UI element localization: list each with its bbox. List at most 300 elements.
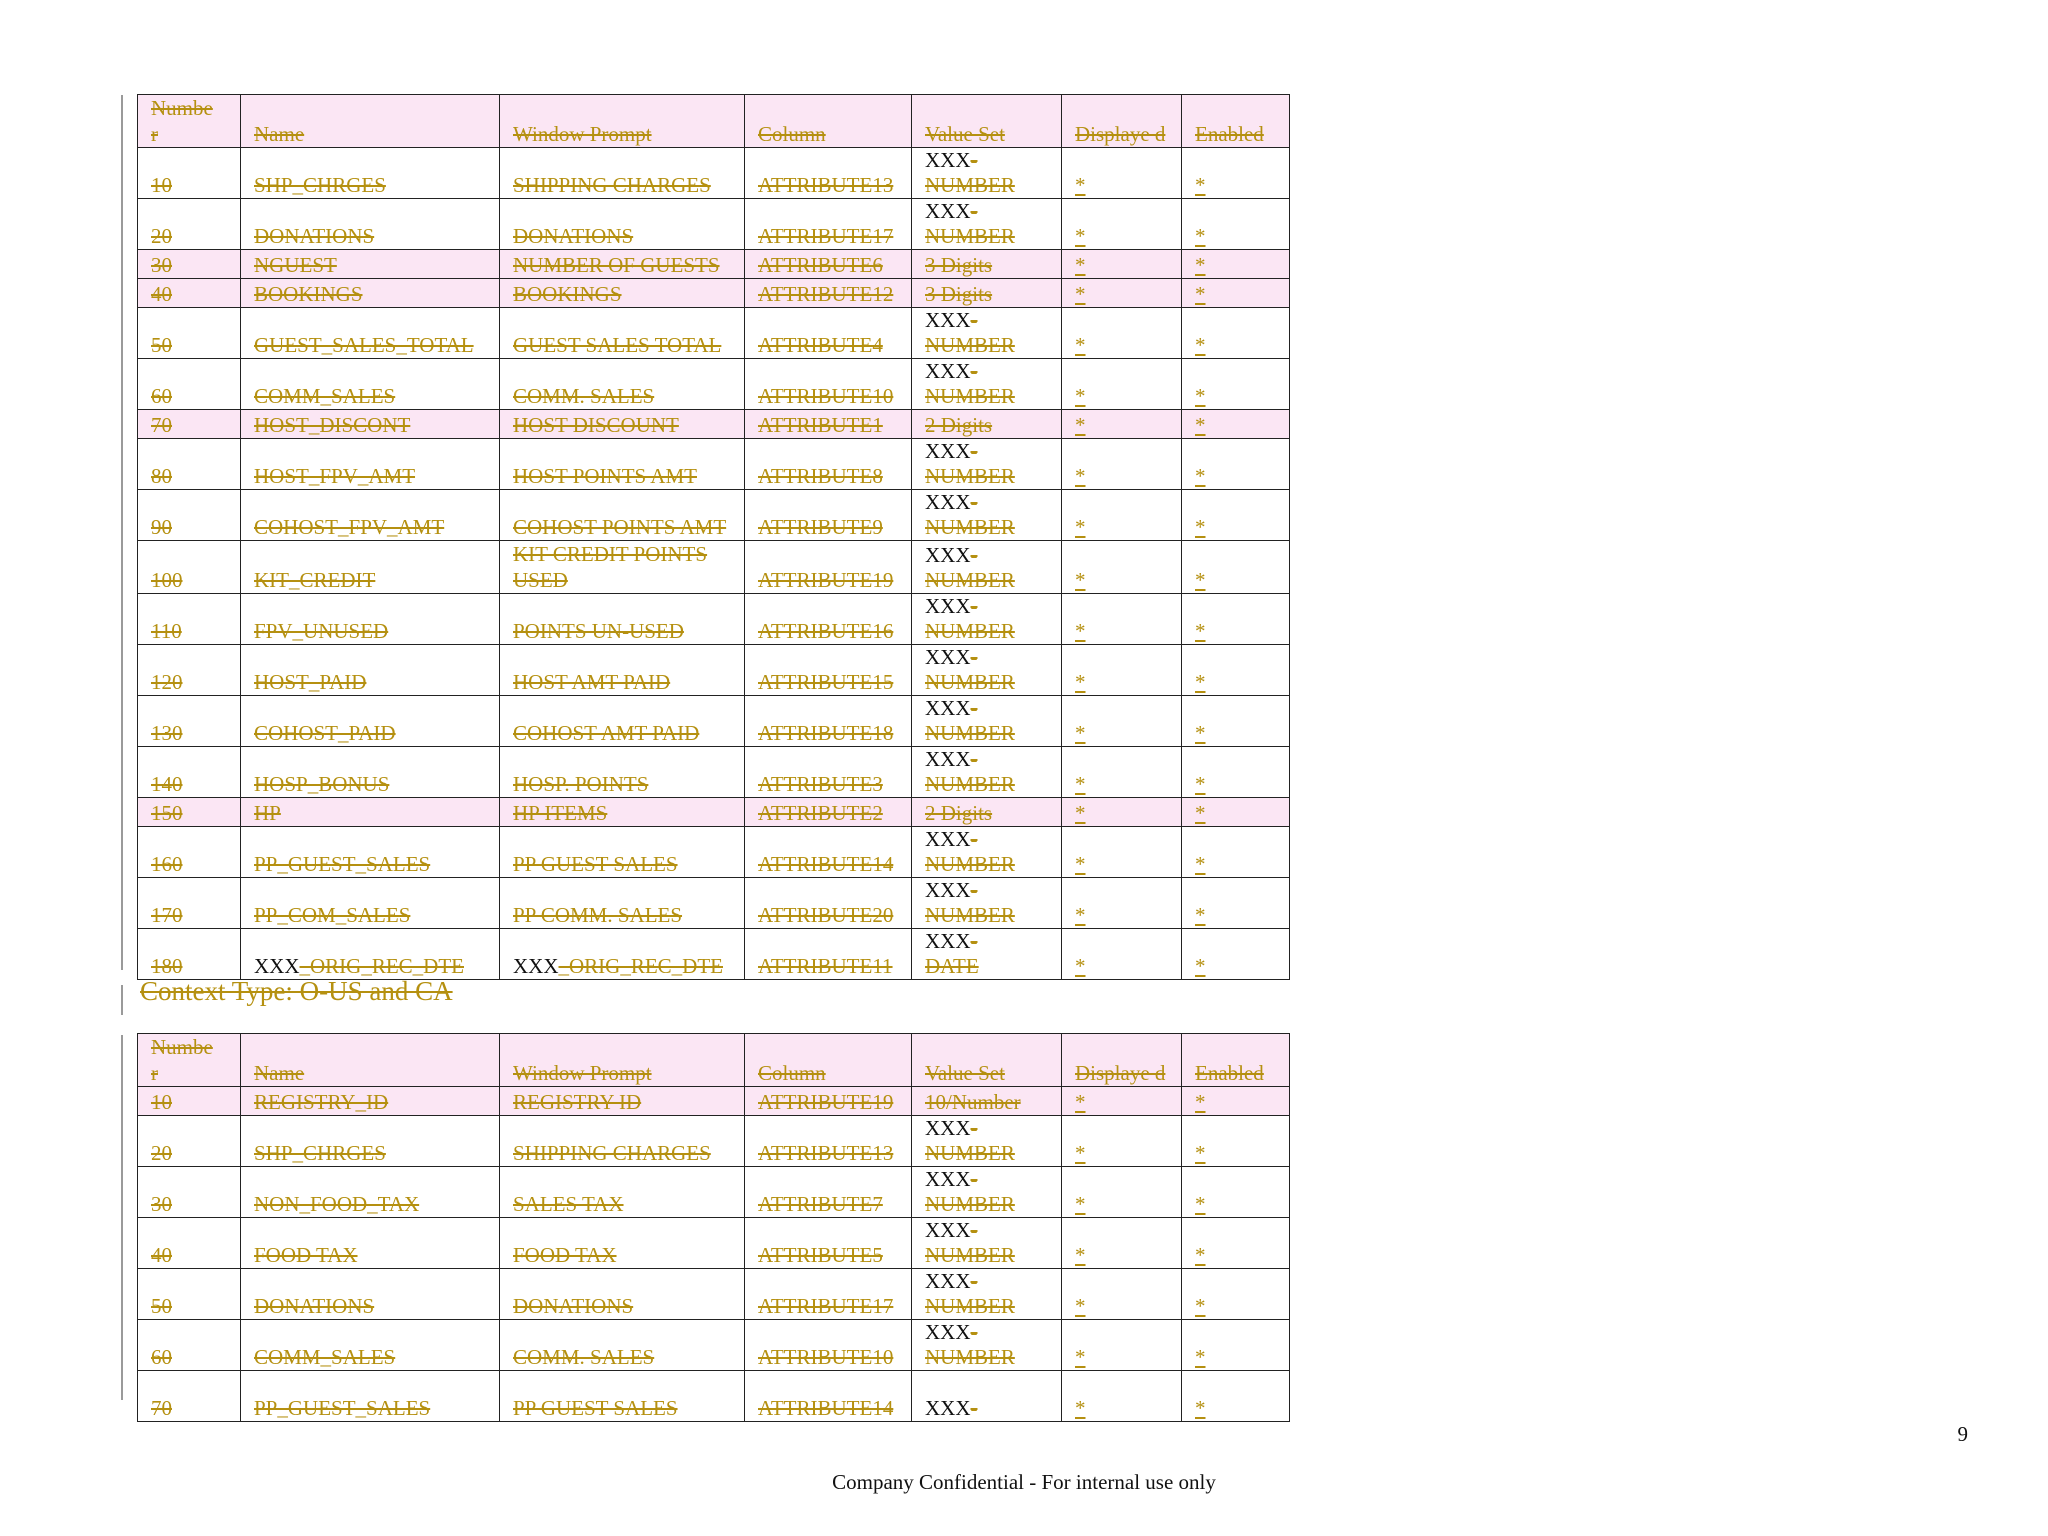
cell-name (241, 439, 500, 490)
table-row (138, 308, 1290, 359)
cell-displayed-text: * (1075, 413, 1086, 437)
cell-enabled (1182, 878, 1290, 929)
cell-name-text: COMM_SALES (254, 1345, 396, 1369)
cell-enabled-text: * (1195, 619, 1206, 643)
cell-enabled-text: * (1195, 852, 1206, 876)
cell-column-text: ATTRIBUTE20 (758, 903, 894, 927)
cell-displayed-text: * (1075, 384, 1086, 408)
cell-window-prompt (500, 359, 745, 410)
cell-number-text: 50 (151, 1294, 172, 1318)
cell-number-text: 140 (151, 772, 183, 796)
cell-number (138, 1087, 241, 1116)
cell-value-set-text: NUMBER (925, 903, 1015, 927)
cell-window-prompt-text: SHIPPING CHARGES (513, 1141, 711, 1165)
cell-displayed (1062, 1167, 1182, 1218)
cell-value-set (912, 148, 1062, 199)
cell-enabled-text: * (1195, 1090, 1206, 1114)
cell-number (138, 929, 241, 980)
cell-displayed (1062, 199, 1182, 250)
cell-enabled-text: * (1195, 1396, 1206, 1420)
cell-name-text: NON_FOOD_TAX (254, 1192, 420, 1216)
cell-number (138, 1320, 241, 1371)
cell-column-text: ATTRIBUTE15 (758, 670, 894, 694)
header-column: Column (745, 1034, 912, 1087)
cell-name-text: FOOD TAX (254, 1243, 358, 1267)
cell-number-text: 100 (151, 568, 183, 592)
cell-window-prompt-text: HOST POINTS AMT (513, 464, 697, 488)
cell-column (745, 929, 912, 980)
cell-value-set (912, 279, 1062, 308)
cell-enabled (1182, 541, 1290, 594)
cell-displayed (1062, 1087, 1182, 1116)
cell-number (138, 1116, 241, 1167)
cell-displayed (1062, 1116, 1182, 1167)
cell-value-set (912, 747, 1062, 798)
table-row (138, 199, 1290, 250)
context-type-heading: Context Type: O-US and CA (140, 976, 453, 1006)
cell-number (138, 594, 241, 645)
cell-value-set-text: XXX- (925, 1218, 978, 1242)
table-header-row (138, 1034, 1290, 1087)
cell-value-set (912, 827, 1062, 878)
cell-column-text: ATTRIBUTE19 (758, 1090, 894, 1114)
cell-name (241, 199, 500, 250)
cell-enabled-text: * (1195, 253, 1206, 277)
cell-displayed (1062, 696, 1182, 747)
cell-column (745, 1269, 912, 1320)
cell-value-set-text: 10/Number (925, 1090, 1021, 1114)
cell-window-prompt-text: DONATIONS (513, 1294, 634, 1318)
cell-number-text: 70 (151, 1396, 172, 1420)
table-row (138, 1371, 1290, 1422)
cell-number-text: 180 (151, 954, 183, 978)
cell-enabled (1182, 747, 1290, 798)
header-window-prompt: Window Prompt (500, 1034, 745, 1087)
cell-number (138, 645, 241, 696)
cell-number-text: 110 (151, 619, 182, 643)
cell-name (241, 827, 500, 878)
cell-name-text: BOOKINGS (254, 282, 363, 306)
cell-value-set-text: XXX (925, 1396, 971, 1420)
cell-number (138, 250, 241, 279)
cell-number (138, 747, 241, 798)
cell-value-set (912, 1116, 1062, 1167)
cell-displayed-text: * (1075, 253, 1086, 277)
cell-enabled (1182, 490, 1290, 541)
change-bar (121, 95, 123, 970)
cell-displayed-text: * (1075, 670, 1086, 694)
header-value-set: Value Set (912, 95, 1062, 148)
cell-value-set-text: NUMBER (925, 772, 1015, 796)
cell-enabled (1182, 199, 1290, 250)
cell-window-prompt (500, 490, 745, 541)
cell-window-prompt-text: SHIPPING CHARGES (513, 173, 711, 197)
cell-number-text: 50 (151, 333, 172, 357)
cell-window-prompt (500, 439, 745, 490)
cell-value-set-text: XXX- (925, 1269, 978, 1293)
cell-number (138, 878, 241, 929)
cell-displayed (1062, 308, 1182, 359)
header-enabled: Enabled (1182, 95, 1290, 148)
cell-column-text: ATTRIBUTE5 (758, 1243, 883, 1267)
cell-value-set-text: XXX- (925, 696, 978, 720)
cell-column (745, 199, 912, 250)
cell-name (241, 696, 500, 747)
cell-window-prompt (500, 594, 745, 645)
cell-name-text: PP_GUEST_SALES (254, 852, 431, 876)
cell-window-prompt-text: REGISTRY ID (513, 1090, 642, 1114)
cell-number-text: 30 (151, 1192, 172, 1216)
cell-value-set-text: DATE (925, 954, 979, 978)
cell-name-text: REGISTRY_ID (254, 1090, 389, 1114)
cell-number-text: 70 (151, 413, 172, 437)
cell-column-text: ATTRIBUTE13 (758, 1141, 894, 1165)
cell-value-set-text: 3 Digits (925, 282, 993, 306)
cell-window-prompt (500, 827, 745, 878)
cell-value-set-text: NUMBER (925, 333, 1015, 357)
header-name: Name (241, 95, 500, 148)
cell-name-text: COHOST_PAID (254, 721, 396, 745)
cell-displayed (1062, 798, 1182, 827)
cell-number (138, 359, 241, 410)
cell-name-text: HOST_FPV_AMT (254, 464, 416, 488)
table-row (138, 279, 1290, 308)
cell-displayed-text: * (1075, 954, 1086, 978)
cell-column (745, 541, 912, 594)
cell-number (138, 1167, 241, 1218)
cell-column-text: ATTRIBUTE2 (758, 801, 883, 825)
cell-value-set-text: 2 Digits (925, 801, 993, 825)
cell-column (745, 148, 912, 199)
cell-number-text: 20 (151, 224, 172, 248)
table-row (138, 410, 1290, 439)
cell-number (138, 279, 241, 308)
cell-enabled-text: * (1195, 670, 1206, 694)
cell-name-text: HOST_PAID (254, 670, 367, 694)
cell-window-prompt-text: _ORIG_REC_DTE (558, 954, 723, 978)
cell-value-set-text: - (970, 1269, 978, 1293)
cell-column-text: ATTRIBUTE10 (758, 1345, 894, 1369)
cell-enabled-text: * (1195, 413, 1206, 437)
cell-name (241, 1218, 500, 1269)
cell-displayed (1062, 1371, 1182, 1422)
cell-value-set (912, 1167, 1062, 1218)
cell-value-set (912, 1371, 1062, 1422)
cell-value-set-text: - (970, 594, 978, 618)
cell-column-text: ATTRIBUTE3 (758, 772, 883, 796)
cell-value-set-text: - (970, 490, 978, 514)
cell-column-text: ATTRIBUTE17 (758, 1294, 894, 1318)
cell-column (745, 696, 912, 747)
cell-enabled (1182, 645, 1290, 696)
table-row (138, 541, 1290, 594)
cell-displayed (1062, 250, 1182, 279)
cell-enabled-text: * (1195, 173, 1206, 197)
cell-window-prompt (500, 199, 745, 250)
cell-window-prompt (500, 1087, 745, 1116)
cell-column (745, 747, 912, 798)
cell-column (745, 1371, 912, 1422)
cell-name-text: GUEST_SALES_TOTAL (254, 333, 474, 357)
cell-name (241, 929, 500, 980)
table-row (138, 929, 1290, 980)
cell-window-prompt (500, 148, 745, 199)
cell-enabled (1182, 798, 1290, 827)
cell-name (241, 1320, 500, 1371)
header-enabled: Enabled (1182, 1034, 1290, 1087)
cell-name-text: COMM_SALES (254, 384, 396, 408)
cell-value-set-text: XXX- (925, 594, 978, 618)
cell-displayed-text: * (1075, 619, 1086, 643)
cell-enabled-text: * (1195, 721, 1206, 745)
cell-column-text: ATTRIBUTE18 (758, 721, 894, 745)
cell-name-text: HP (254, 801, 281, 825)
cell-value-set-text: - (970, 747, 978, 771)
cell-window-prompt-text: PP COMM. SALES (513, 903, 683, 927)
cell-value-set-text: XXX- (925, 827, 978, 851)
cell-name (241, 1269, 500, 1320)
cell-displayed-text: * (1075, 1090, 1086, 1114)
cell-name-text: HOST_DISCONT (254, 413, 411, 437)
cell-enabled (1182, 1371, 1290, 1422)
cell-value-set (912, 490, 1062, 541)
cell-column-text: ATTRIBUTE14 (758, 852, 894, 876)
cell-column (745, 1320, 912, 1371)
header-window-prompt: Window Prompt (500, 95, 745, 148)
cell-value-set-text: NUMBER (925, 464, 1015, 488)
cell-name-text: HOSP_BONUS (254, 772, 390, 796)
cell-value-set-text: - (970, 929, 978, 953)
cell-window-prompt-text: XXX (513, 954, 559, 978)
cell-number-text: 80 (151, 464, 172, 488)
cell-enabled (1182, 696, 1290, 747)
cell-column (745, 1116, 912, 1167)
cell-value-set-text: NUMBER (925, 1243, 1015, 1267)
cell-value-set (912, 359, 1062, 410)
cell-column-text: ATTRIBUTE13 (758, 173, 894, 197)
cell-number (138, 541, 241, 594)
cell-name-text: NGUEST (254, 253, 337, 277)
cell-value-set-text: NUMBER (925, 721, 1015, 745)
cell-name (241, 490, 500, 541)
cell-displayed-text: * (1075, 903, 1086, 927)
cell-value-set-text: XXX- (925, 359, 978, 383)
cell-window-prompt-text: SALES TAX (513, 1192, 624, 1216)
cell-window-prompt-text: POINTS UN-USED (513, 619, 684, 643)
cell-window-prompt (500, 1218, 745, 1269)
cell-name-text: COHOST_FPV_AMT (254, 515, 445, 539)
cell-enabled-text: * (1195, 568, 1206, 592)
cell-number (138, 1269, 241, 1320)
cell-displayed (1062, 439, 1182, 490)
header-displayed: Displaye d (1062, 1034, 1182, 1087)
cell-number (138, 439, 241, 490)
cell-enabled-text: * (1195, 954, 1206, 978)
cell-value-set (912, 696, 1062, 747)
cell-enabled (1182, 1320, 1290, 1371)
cell-number (138, 827, 241, 878)
cell-displayed-text: * (1075, 1192, 1086, 1216)
cell-enabled-text: * (1195, 464, 1206, 488)
cell-displayed-text: * (1075, 852, 1086, 876)
cell-window-prompt (500, 308, 745, 359)
cell-displayed-text: * (1075, 224, 1086, 248)
cell-name-text: DONATIONS (254, 1294, 375, 1318)
cell-value-set-text: - (970, 1116, 978, 1140)
header-displayed: Displaye d (1062, 95, 1182, 148)
cell-window-prompt (500, 1116, 745, 1167)
cell-value-set-text: NUMBER (925, 1141, 1015, 1165)
cell-enabled (1182, 1218, 1290, 1269)
cell-window-prompt (500, 696, 745, 747)
cell-value-set-text: NUMBER (925, 173, 1015, 197)
cell-enabled-text: * (1195, 801, 1206, 825)
cell-window-prompt (500, 410, 745, 439)
cell-number-text: 10 (151, 1090, 172, 1114)
cell-enabled-text: * (1195, 1294, 1206, 1318)
cell-enabled-text: * (1195, 384, 1206, 408)
cell-name (241, 645, 500, 696)
table-row (138, 1087, 1290, 1116)
table-row (138, 878, 1290, 929)
cell-value-set (912, 878, 1062, 929)
cell-value-set (912, 199, 1062, 250)
cell-column-text: ATTRIBUTE6 (758, 253, 883, 277)
cell-window-prompt-text: COMM. SALES (513, 1345, 655, 1369)
table-row (138, 439, 1290, 490)
cell-window-prompt (500, 1371, 745, 1422)
cell-number (138, 199, 241, 250)
cell-column (745, 490, 912, 541)
cell-column-text: ATTRIBUTE8 (758, 464, 883, 488)
header-name: Name (241, 1034, 500, 1087)
cell-window-prompt-text: COHOST AMT PAID (513, 721, 700, 745)
cell-value-set-text: XXX- (925, 308, 978, 332)
cell-value-set (912, 410, 1062, 439)
header-number: Numbe r (138, 1034, 241, 1087)
context-segments-table (137, 1033, 1290, 1422)
cell-name (241, 747, 500, 798)
table-row (138, 1269, 1290, 1320)
cell-enabled (1182, 439, 1290, 490)
cell-enabled (1182, 308, 1290, 359)
cell-column-text: ATTRIBUTE16 (758, 619, 894, 643)
cell-value-set-text: - (970, 1167, 978, 1191)
cell-displayed-text: * (1075, 1243, 1086, 1267)
cell-displayed (1062, 279, 1182, 308)
cell-name (241, 541, 500, 594)
cell-window-prompt (500, 1269, 745, 1320)
cell-number-text: 160 (151, 852, 183, 876)
cell-name-text: _ORIG_REC_DTE (299, 954, 464, 978)
cell-window-prompt-text: PP GUEST SALES (513, 852, 678, 876)
cell-value-set-text: XXX- (925, 747, 978, 771)
cell-column-text: ATTRIBUTE9 (758, 515, 883, 539)
table-row (138, 1218, 1290, 1269)
cell-name-text: XXX (254, 954, 300, 978)
cell-value-set-text: - (970, 1320, 978, 1344)
page-number: 9 (1957, 1422, 1968, 1446)
cell-value-set-text: - (970, 645, 978, 669)
cell-column (745, 1167, 912, 1218)
table-row (138, 1320, 1290, 1371)
cell-number-text: 40 (151, 282, 172, 306)
cell-name-text: KIT_CREDIT (254, 568, 376, 592)
cell-name (241, 1116, 500, 1167)
change-bar (121, 1035, 123, 1400)
cell-column-text: ATTRIBUTE11 (758, 954, 893, 978)
cell-column (745, 878, 912, 929)
cell-name-text: DONATIONS (254, 224, 375, 248)
table-row (138, 827, 1290, 878)
cell-value-set-text: - (970, 827, 978, 851)
cell-name (241, 359, 500, 410)
cell-enabled (1182, 827, 1290, 878)
cell-column (745, 1087, 912, 1116)
flexfield-segments-table (137, 94, 1290, 980)
cell-column (745, 798, 912, 827)
table-row (138, 250, 1290, 279)
table-row (138, 1116, 1290, 1167)
cell-value-set-text: XXX- (925, 148, 978, 172)
cell-number-text: 170 (151, 903, 183, 927)
table-header-row (138, 95, 1290, 148)
table-row (138, 359, 1290, 410)
cell-value-set-text: NUMBER (925, 1192, 1015, 1216)
cell-value-set (912, 594, 1062, 645)
cell-number (138, 148, 241, 199)
cell-value-set-text: - (970, 199, 978, 223)
cell-displayed (1062, 359, 1182, 410)
cell-displayed (1062, 1320, 1182, 1371)
cell-displayed-text: * (1075, 1141, 1086, 1165)
cell-enabled (1182, 594, 1290, 645)
cell-enabled (1182, 279, 1290, 308)
cell-enabled (1182, 148, 1290, 199)
cell-column (745, 250, 912, 279)
cell-displayed-text: * (1075, 464, 1086, 488)
cell-value-set (912, 439, 1062, 490)
cell-number-text: 150 (151, 801, 183, 825)
cell-enabled (1182, 1087, 1290, 1116)
cell-displayed (1062, 594, 1182, 645)
cell-window-prompt-text: PP GUEST SALES (513, 1396, 678, 1420)
table-row (138, 490, 1290, 541)
cell-window-prompt (500, 250, 745, 279)
cell-value-set (912, 1320, 1062, 1371)
cell-value-set (912, 929, 1062, 980)
cell-value-set-text: NUMBER (925, 619, 1015, 643)
cell-enabled (1182, 929, 1290, 980)
cell-window-prompt (500, 541, 745, 594)
cell-column (745, 279, 912, 308)
cell-value-set-text: XXX- (925, 645, 978, 669)
cell-name (241, 250, 500, 279)
cell-displayed (1062, 929, 1182, 980)
cell-name (241, 594, 500, 645)
cell-window-prompt (500, 1320, 745, 1371)
cell-enabled-text: * (1195, 282, 1206, 306)
cell-name (241, 308, 500, 359)
cell-value-set-text: XXX- (925, 199, 978, 223)
table-row (138, 594, 1290, 645)
cell-window-prompt (500, 798, 745, 827)
cell-number-text: 130 (151, 721, 183, 745)
cell-value-set-text: - (970, 439, 978, 463)
cell-column-text: ATTRIBUTE7 (758, 1192, 883, 1216)
cell-value-set-text: - (970, 148, 978, 172)
cell-value-set-text: NUMBER (925, 224, 1015, 248)
